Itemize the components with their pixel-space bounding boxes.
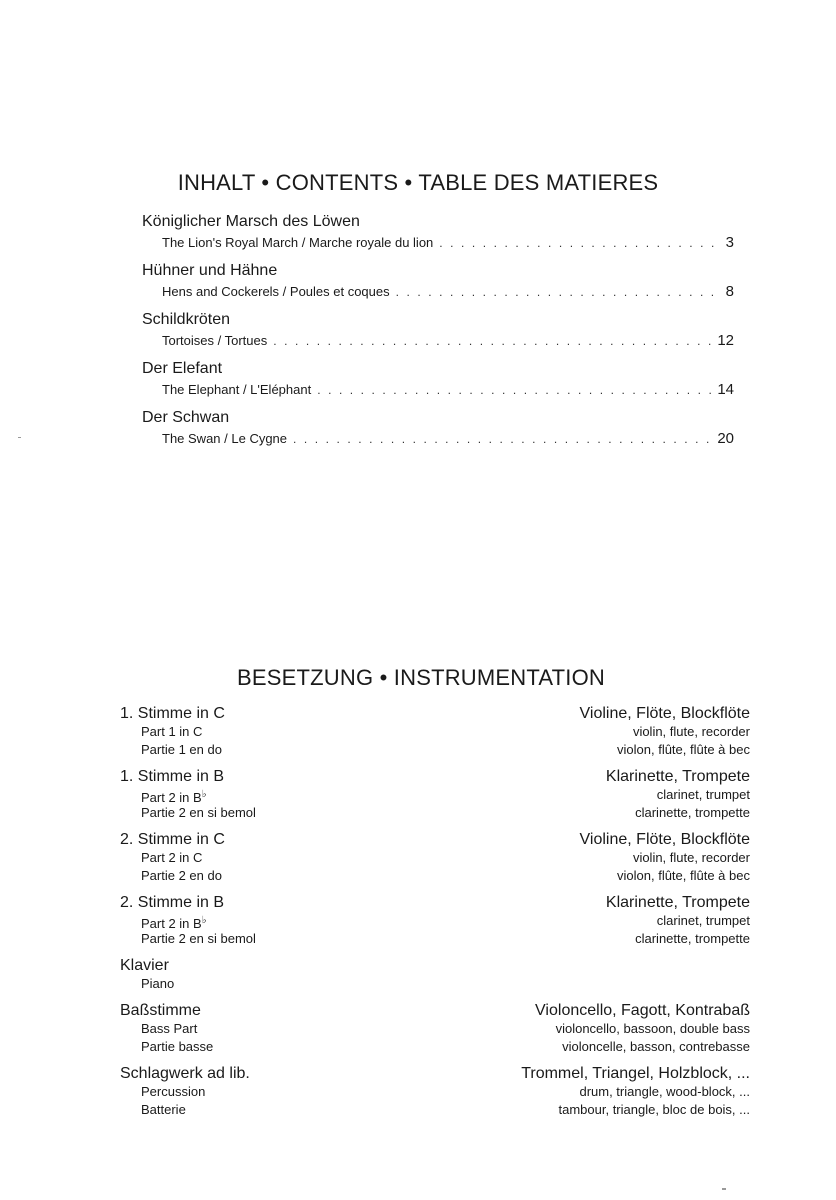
part-name-fr: Partie basse <box>141 1039 214 1054</box>
part-name: 1. Stimme in B <box>120 768 225 785</box>
dot-leader <box>317 380 715 400</box>
instrumentation-row <box>120 831 750 885</box>
part-name: 2. Stimme in B <box>120 894 225 911</box>
toc-entry <box>142 260 734 309</box>
toc-page-number: 3 <box>725 234 734 251</box>
part-name: 2. Stimme in C <box>120 831 225 848</box>
toc-entry <box>142 309 734 358</box>
part-name-fr: Partie 2 en si bemol <box>141 931 256 946</box>
dot-leader <box>273 331 715 351</box>
toc-title: Schildkröten <box>142 311 231 328</box>
part-name-en: Part 2 in B <box>141 790 202 805</box>
dot-leader <box>396 282 722 302</box>
toc-page-number: 20 <box>717 430 734 447</box>
toc-entry <box>142 358 734 407</box>
part-name-fr: Partie 2 en do <box>141 868 222 883</box>
instruments-fr: violon, flûte, flûte à bec <box>617 868 750 883</box>
instruments-fr: violon, flûte, flûte à bec <box>617 742 750 757</box>
toc-page-number: 12 <box>717 332 734 349</box>
instruments-de: Klarinette, Trompete <box>605 768 750 785</box>
part-name-en: Part 1 in C <box>141 724 203 739</box>
scan-speck <box>18 437 21 438</box>
part-name: Schlagwerk ad lib. <box>120 1065 250 1082</box>
instruments-fr: clarinette, trompette <box>635 805 750 820</box>
part-name-en: Part 2 in C <box>141 850 203 865</box>
instruments-de: Violoncello, Fagott, Kontrabaß <box>535 1002 750 1019</box>
part-name: 1. Stimme in C <box>120 705 225 722</box>
instruments-fr: violoncelle, basson, contrebasse <box>562 1039 750 1054</box>
instrumentation-heading: BESETZUNG • INSTRUMENTATION <box>237 665 605 690</box>
toc-entry <box>142 211 734 260</box>
toc-subtitle: The Swan / Le Cygne <box>162 431 288 446</box>
instrumentation-row <box>120 768 750 822</box>
toc-title: Der Elefant <box>142 360 223 377</box>
part-name-en: Part 2 in B <box>141 916 202 931</box>
toc-subtitle: Hens and Cockerels / Poules et coques <box>162 284 390 299</box>
dot-leader <box>439 233 722 253</box>
part-name-fr: Partie 1 en do <box>141 742 222 757</box>
toc-subtitle: Tortoises / Tortues <box>162 333 268 348</box>
instruments-en: violin, flute, recorder <box>632 724 750 739</box>
part-name-en: Percussion <box>141 1084 206 1099</box>
part-name-en: Bass Part <box>141 1021 198 1036</box>
part-name: Baßstimme <box>120 1002 201 1019</box>
instruments-fr: tambour, triangle, bloc de bois, ... <box>558 1102 750 1117</box>
instruments-de: Violine, Flöte, Blockflöte <box>579 705 750 722</box>
toc-title: Der Schwan <box>142 409 230 426</box>
toc-subtitle: The Elephant / L'Eléphant <box>162 382 312 397</box>
instruments-en: clarinet, trumpet <box>656 787 750 802</box>
flat-sign-icon: ♭ <box>201 789 207 800</box>
instrumentation-row <box>120 1065 750 1119</box>
toc-title: Hühner und Hähne <box>142 262 278 279</box>
instruments-de: Trommel, Triangel, Holzblock, ... <box>521 1065 750 1082</box>
table-of-contents <box>142 211 734 456</box>
instrumentation-row <box>120 894 750 948</box>
toc-entry <box>142 407 734 456</box>
instruments-de: Violine, Flöte, Blockflöte <box>579 831 750 848</box>
instruments-en: drum, triangle, wood-block, ... <box>579 1084 750 1099</box>
instrumentation-row <box>120 705 750 759</box>
part-name-en: Piano <box>141 976 175 991</box>
instruments-en: clarinet, trumpet <box>656 913 750 928</box>
toc-page-number: 14 <box>717 381 734 398</box>
instruments-fr: clarinette, trompette <box>635 931 750 946</box>
scan-speck <box>722 1188 726 1190</box>
toc-page-number: 8 <box>725 283 734 300</box>
part-name: Klavier <box>120 957 169 974</box>
dot-leader <box>293 429 715 449</box>
part-name-fr: Partie 2 en si bemol <box>141 805 256 820</box>
instrumentation-row <box>120 1002 750 1056</box>
instruments-en: violoncello, bassoon, double bass <box>555 1021 750 1036</box>
part-name-fr: Batterie <box>141 1102 186 1117</box>
instrumentation-list <box>120 705 750 1128</box>
instruments-de: Klarinette, Trompete <box>605 894 750 911</box>
instrumentation-row <box>120 957 750 993</box>
toc-subtitle: The Lion's Royal March / Marche royale du lion <box>162 235 434 250</box>
flat-sign-icon: ♭ <box>201 915 207 926</box>
contents-heading: INHALT • CONTENTS • TABLE DES MATIERES <box>177 170 659 195</box>
instruments-en: violin, flute, recorder <box>632 850 750 865</box>
toc-title: Königlicher Marsch des Löwen <box>142 213 360 230</box>
